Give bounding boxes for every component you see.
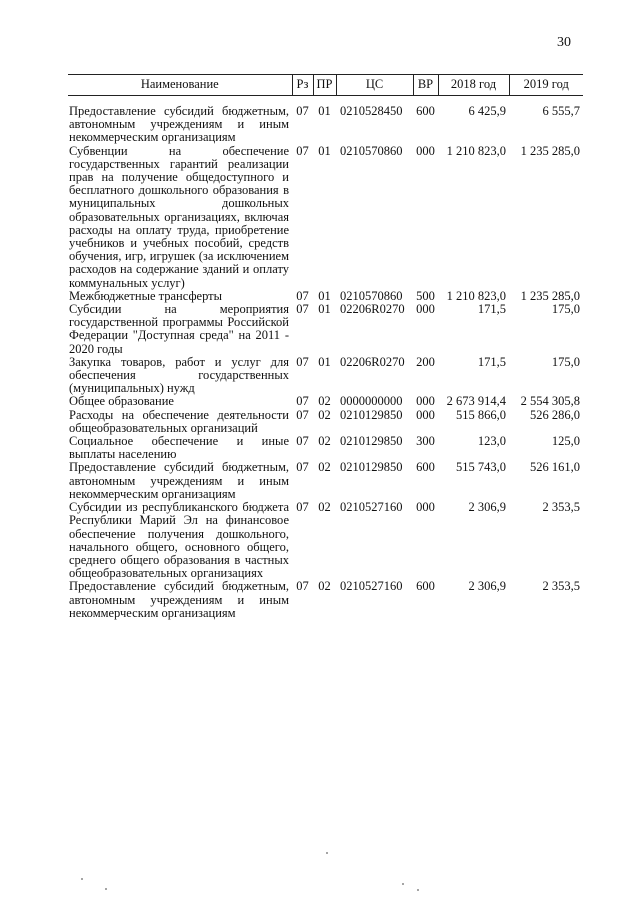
scan-speck [81, 878, 83, 880]
row-2019: 526 161,0 [530, 460, 580, 475]
row-pr: 02 [318, 407, 331, 422]
header-pr: ПР [313, 75, 336, 96]
row-rz: 07 [296, 460, 309, 475]
row-2019: 6 555,7 [542, 104, 580, 118]
row-name: Субвенции на обеспечение государственных гарантий реализации прав на получение общедоступного и бесплатного дошкольного образования в муниципальных дошкольных образовательных организациях, включая расходы на оплату труда, приобретение учебников и учебных пособий, средств обучения, игр, игрушек (за исключением расходов на содержание зданий и оплату коммунальных услуг) [69, 143, 289, 290]
table-row [68, 461, 583, 501]
header-cs: ЦС [336, 75, 413, 96]
row-cs: 02206R0270 [340, 302, 405, 317]
row-cs: 0210129850 [340, 434, 403, 449]
header-2019: 2019 год [509, 75, 583, 96]
row-pr: 02 [318, 394, 331, 409]
row-cs: 0210570860 [340, 143, 403, 158]
budget-table [68, 74, 583, 620]
row-rz: 07 [296, 302, 309, 317]
row-2018: 1 210 823,0 [446, 288, 506, 303]
row-vr: 600 [416, 579, 435, 594]
row-vr: 600 [416, 104, 435, 118]
row-vr: 200 [416, 354, 435, 369]
row-2019: 1 235 285,0 [520, 288, 580, 303]
row-vr: 000 [416, 302, 435, 317]
row-2018: 2 306,9 [468, 500, 506, 515]
row-cs: 0210527160 [340, 579, 403, 594]
row-pr: 02 [318, 434, 331, 449]
row-pr: 02 [318, 579, 331, 594]
page-number: 30 [557, 35, 571, 50]
row-rz: 07 [296, 354, 309, 369]
scan-speck [417, 889, 419, 891]
header-vr: ВР [413, 75, 438, 96]
row-2018: 171,5 [477, 354, 506, 369]
row-2019: 2 353,5 [542, 500, 580, 515]
scan-speck [326, 852, 328, 854]
row-name: Закупка товаров, работ и услуг для обеспечения государственных (муниципальных) нужд [69, 354, 289, 396]
row-2019: 175,0 [551, 302, 580, 317]
row-name: Субсидии из республиканского бюджета Республики Марий Эл на финансовое обеспечение получения дошкольного, начального общего, основного общего, среднего общего образования в частных общеобразовательных организациях [69, 500, 289, 581]
row-rz: 07 [296, 288, 309, 303]
row-name: Предоставление субсидий бюджетным, автономным учреждениям и иным некоммерческим организациям [69, 104, 289, 145]
row-name: Расходы на обеспечение деятельности общеобразовательных организаций [69, 407, 289, 435]
row-2018: 515 743,0 [456, 460, 506, 475]
table-row [68, 409, 583, 435]
table-row [68, 96, 583, 145]
row-name: Социальное обеспечение и иные выплаты населению [69, 434, 289, 462]
row-vr: 500 [416, 288, 435, 303]
row-name: Субсидии на мероприятия государственной программы Российской Федерации "Доступная среда" на 2011 - 2020 годы [69, 302, 289, 356]
row-pr: 01 [318, 354, 331, 369]
table-row [68, 395, 583, 408]
row-vr: 000 [416, 407, 435, 422]
row-name: Общее образование [69, 394, 174, 409]
row-2018: 2 673 914,4 [446, 394, 506, 409]
row-name: Предоставление субсидий бюджетным, автономным учреждениям и иным некоммерческим организациям [69, 579, 289, 620]
row-pr: 02 [318, 500, 331, 515]
table-header-row [68, 75, 583, 96]
row-cs: 0210129850 [340, 460, 403, 475]
row-2019: 1 235 285,0 [520, 143, 580, 158]
row-pr: 01 [318, 302, 331, 317]
row-2019: 125,0 [551, 434, 580, 449]
row-2019: 2 353,5 [542, 579, 580, 594]
header-name: Наименование [68, 75, 292, 96]
row-2019: 526 286,0 [530, 407, 580, 422]
table-row [68, 501, 583, 580]
scan-speck [105, 888, 107, 890]
row-cs: 0210528450 [340, 104, 403, 118]
table-row [68, 435, 583, 461]
row-vr: 000 [416, 394, 435, 409]
row-cs: 0000000000 [340, 394, 403, 409]
row-2018: 123,0 [477, 434, 506, 449]
row-2019: 2 554 305,8 [520, 394, 580, 409]
header-2018: 2018 год [438, 75, 509, 96]
row-pr: 01 [318, 104, 331, 118]
row-rz: 07 [296, 394, 309, 409]
row-rz: 07 [296, 579, 309, 594]
row-name: Предоставление субсидий бюджетным, автономным учреждениям и иным некоммерческим организациям [69, 460, 289, 501]
row-2018: 1 210 823,0 [446, 143, 506, 158]
row-pr: 01 [318, 143, 331, 158]
table-row [68, 145, 583, 290]
row-rz: 07 [296, 143, 309, 158]
table-row [68, 580, 583, 620]
row-cs: 0210129850 [340, 407, 403, 422]
row-2018: 515 866,0 [456, 407, 506, 422]
table-row [68, 356, 583, 396]
row-rz: 07 [296, 500, 309, 515]
row-2018: 2 306,9 [468, 579, 506, 594]
row-name: Межбюджетные трансферты [69, 288, 223, 303]
table-row [68, 303, 583, 356]
scan-speck [402, 883, 404, 885]
row-2019: 175,0 [551, 354, 580, 369]
row-rz: 07 [296, 104, 309, 118]
row-2018: 6 425,9 [468, 104, 506, 118]
row-vr: 600 [416, 460, 435, 475]
row-vr: 000 [416, 500, 435, 515]
row-2018: 171,5 [477, 302, 506, 317]
row-vr: 300 [416, 434, 435, 449]
row-vr: 000 [416, 143, 435, 158]
header-rz: Рз [292, 75, 313, 96]
row-pr: 02 [318, 460, 331, 475]
row-pr: 01 [318, 288, 331, 303]
row-cs: 0210527160 [340, 500, 403, 515]
row-rz: 07 [296, 434, 309, 449]
row-rz: 07 [296, 407, 309, 422]
row-cs: 0210570860 [340, 288, 403, 303]
row-cs: 02206R0270 [340, 354, 405, 369]
